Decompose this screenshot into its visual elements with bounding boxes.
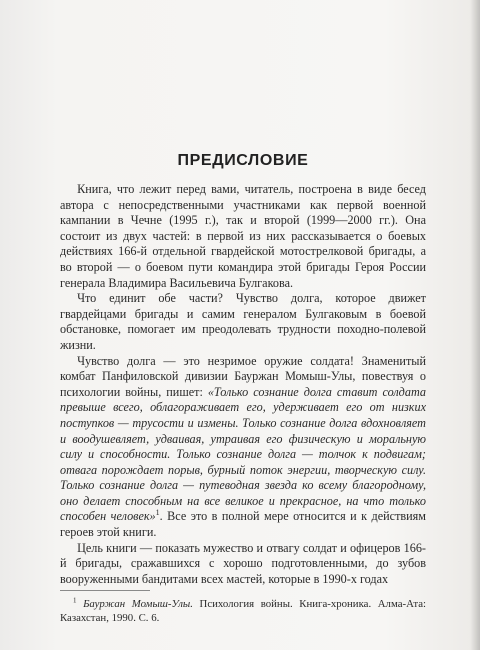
paragraph-3-outro: . Все это в полной мере относится и к действиям героев этой книги. (60, 509, 426, 540)
page-heading: ПРЕДИСЛОВИЕ (177, 152, 309, 169)
footnote-reference: 1 (155, 508, 160, 518)
footnote-text: Психология войны. Книга-хроника. Алма-Ата: Казахстан, 1990. С. 6. (60, 598, 426, 624)
footnote-number: 1 (72, 596, 77, 605)
page-edge-shadow (470, 0, 480, 650)
footnote-divider (60, 590, 150, 591)
paragraph-3-intro: Чувство долга — это незримое оружие солдата! Знаменитый комбат Панфиловской дивизии Бауржан Момыш-Улы, повествуя о психологии войны, пишет: (60, 353, 426, 399)
paragraph-4: Цель книги — показать мужество и отвагу солдат и офицеров 166-й бригады, сражавшихся с хорошо подготовленными, до зубов вооруженными бандитами всех мастей, которые в 1990-х годах (60, 540, 426, 586)
page-content (60, 152, 426, 587)
footnote (60, 597, 426, 625)
paragraph-2: Что единит обе части? Чувство долга, которое движет гвардейцами бригады и самим генералом Булгаковым в боевой обстановке, помогает им преодолевать трудности походно-полевой жизни. (60, 291, 426, 352)
paragraph-1: Книга, что лежит перед вами, читатель, построена в виде бесед автора с непосредственными участниками как первой военной кампании в Чечне (1995 г.), так и второй (1999—2000 гг.). Она состоит из двух частей: в первой из них рассказывается о боевых действиях 166-й отдельной гвардейской мотострелковой бригады, а во второй — о боевом пути командира этой бригады Героя России генерала Владимира Васильевича Булгакова. (60, 182, 426, 290)
footnote-author: Бауржан Момыш-Улы. (83, 598, 193, 610)
paragraph-3 (60, 354, 426, 541)
momysh-uly-quote: «Только сознание долга ставит солдата превыше всего, облагораживает его, удерживает его от низких поступков — трусости и измены. Только сознание долга вдохновляет и воодушевляет, удваивая, утраивая его физическую и моральную силу и способности. Только сознание долга — толчок к подвигам; отвага порождает порыв, бурный поток энергии, творческую силу. Только сознание долга — путеводная звезда ко всему благородному, оно делает способным на все великое и прекрасное, на что только способен человек» (60, 384, 426, 524)
